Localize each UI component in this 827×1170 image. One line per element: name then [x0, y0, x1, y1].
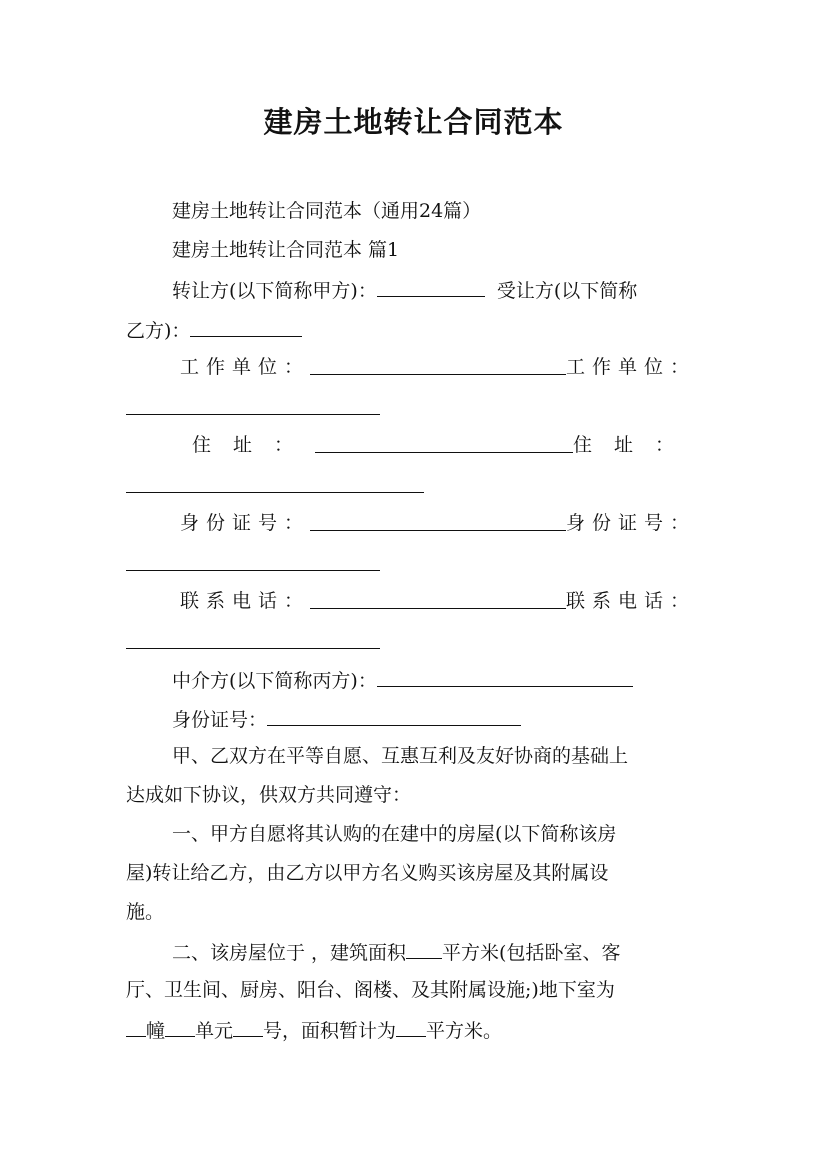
document-title: 建房土地转让合同范本	[263, 105, 564, 139]
clause2-text-b: 平方米(包括卧室、客	[442, 942, 621, 964]
phone-label-a: 联系电话：	[180, 590, 311, 612]
work-unit-row-2	[126, 394, 380, 422]
party-a-label: 转让方(以下简称甲方)：	[172, 280, 377, 302]
party-b-line	[126, 316, 302, 344]
area-blank	[406, 938, 442, 959]
number-blank	[233, 1016, 263, 1037]
document-subtitle: 建房土地转让合同范本（通用24篇）	[172, 200, 482, 222]
party-line	[172, 276, 637, 304]
id-blank-b	[126, 550, 380, 571]
work-unit-blank-a	[310, 354, 566, 375]
clause2-line-2: 厅、卫生间、厨房、阳台、阁楼、及其附属设施;)地下室为	[126, 979, 615, 1001]
article-heading: 建房土地转让合同范本 篇1	[172, 239, 400, 261]
clause2-building: 幢	[146, 1020, 166, 1042]
clause2-line-1	[172, 938, 620, 966]
phone-blank-a	[310, 588, 566, 609]
id-blank-a	[310, 510, 566, 531]
address-label-a: 住址：	[192, 434, 316, 456]
work-unit-blank-b	[126, 394, 380, 415]
intermediary-id-label: 身份证号：	[172, 709, 268, 731]
para-agree-line-2: 达成如下协议，供双方共同遵守：	[126, 784, 412, 806]
intermediary-blank	[377, 666, 633, 687]
phone-row	[180, 588, 696, 614]
phone-blank-b	[126, 628, 380, 649]
work-unit-label-a: 工作单位：	[180, 356, 311, 378]
party-b-blank	[190, 316, 302, 337]
intermediary-row	[172, 666, 633, 694]
intermediary-label: 中介方(以下简称丙方)：	[172, 670, 377, 692]
para-agree-line-1: 甲、乙双方在平等自愿、互惠互利及友好协商的基础上	[172, 745, 629, 767]
address-blank-b	[126, 472, 424, 493]
address-label-b: 住址：	[572, 434, 696, 456]
id-label-b: 身份证号：	[565, 512, 696, 534]
clause1-line-2: 屋)转让给乙方，由乙方以甲方名义购买该房屋及其附属设	[126, 862, 609, 884]
phone-label-b: 联系电话：	[565, 590, 696, 612]
intermediary-id-row	[172, 705, 521, 733]
party-a-blank	[377, 276, 485, 297]
intermediary-id-blank	[267, 705, 521, 726]
area-temp-blank	[396, 1016, 426, 1037]
party-b-label: 受让方(以下简称	[496, 280, 638, 302]
clause2-text-a: 二、该房屋位于 ，建筑面积	[172, 942, 407, 964]
building-blank	[126, 1016, 146, 1037]
clause2-unit: 单元	[195, 1020, 234, 1042]
clause2-number: 号，面积暂计为	[263, 1020, 397, 1042]
address-row	[192, 432, 696, 458]
clause2-line-3	[126, 1016, 502, 1044]
unit-blank	[165, 1016, 195, 1037]
id-label-a: 身份证号：	[180, 512, 311, 534]
clause1-line-1: 一、甲方自愿将其认购的在建中的房屋(以下简称该房	[172, 823, 617, 845]
clause2-area-unit: 平方米。	[426, 1020, 503, 1042]
id-row	[180, 510, 696, 536]
work-unit-row	[180, 354, 696, 380]
id-row-2	[126, 550, 380, 578]
address-blank-a	[315, 432, 573, 453]
party-b-label-cont: 乙方)：	[126, 320, 191, 342]
address-row-2	[126, 472, 424, 500]
work-unit-label-b: 工作单位：	[565, 356, 696, 378]
phone-row-2	[126, 628, 380, 656]
clause1-line-3: 施。	[126, 901, 165, 923]
